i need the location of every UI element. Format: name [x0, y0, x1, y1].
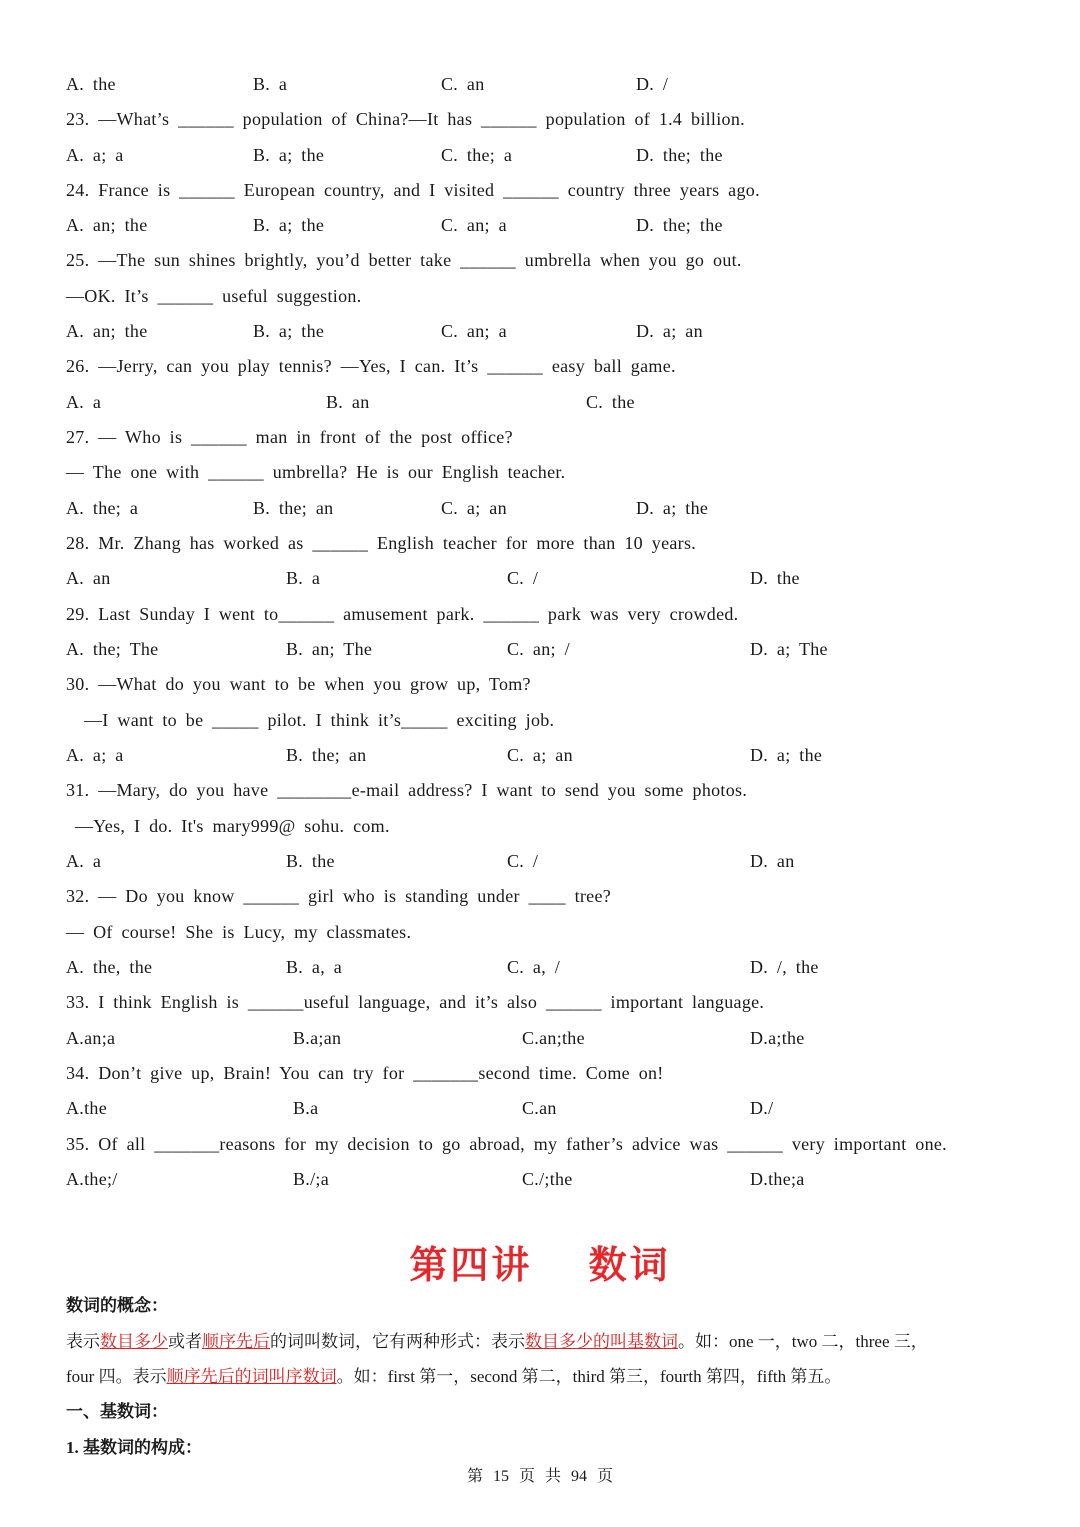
q26-option-a: A. a — [66, 392, 102, 412]
q29-question: 29. Last Sunday I went to______ amusement park. ______ park was very crowded. — [66, 604, 739, 624]
q31-question: 31. —Mary, do you have ________e-mail address? I want to send you some photos. — [66, 780, 748, 800]
p1-text-1: 表示 — [66, 1332, 100, 1351]
q31-question-line2: —Yes, I do. It's mary999@ sohu. com. — [75, 816, 390, 836]
q32-option-a: A. the, the — [66, 957, 153, 977]
q23-question: 23. —What’s ______ population of China?—It has ______ population of 1.4 billion. — [66, 109, 745, 129]
q29-option-b: B. an; The — [286, 639, 373, 659]
q28-question: 28. Mr. Zhang has worked as ______ English teacher for more than 10 years. — [66, 533, 697, 553]
q35-question: 35. Of all _______reasons for my decision to go abroad, my father’s advice was ______ very important one. — [66, 1134, 947, 1154]
q31-option-b: B. the — [286, 851, 335, 871]
q24-option-d: D. the; the — [636, 215, 723, 235]
q33-option-d: D.a;the — [750, 1028, 805, 1048]
q30-option-d: D. a; the — [750, 745, 823, 765]
q31-option-d: D. an — [750, 851, 795, 871]
q22-option-a: A. the — [66, 74, 116, 94]
q34-option-c: C.an — [522, 1098, 557, 1118]
q24-option-a: A. an; the — [66, 215, 148, 235]
q28-option-b: B. a — [286, 568, 321, 588]
q25-option-d: D. a; an — [636, 321, 703, 341]
p1-highlight-3: 数目多少的叫基数词 — [525, 1332, 678, 1351]
q23-option-c: C. the; a — [441, 145, 513, 165]
q28-option-d: D. the — [750, 568, 800, 588]
q30-question-line2: —I want to be _____ pilot. I think it’s_____ exciting job. — [84, 710, 555, 730]
q26-option-c: C. the — [586, 392, 635, 412]
page-footer: 第 15 页 共 94 页 — [466, 1468, 613, 1485]
q35-option-a: A.the;/ — [66, 1169, 118, 1189]
p1-highlight-2: 顺序先后 — [202, 1332, 270, 1351]
q25-option-c: C. an; a — [441, 321, 507, 341]
q23-option-d: D. the; the — [636, 145, 723, 165]
concept-heading: 数词的概念： — [66, 1296, 168, 1315]
p2-text-2: 。如：first 第一，second 第二，third 第三，fourth 第四，fifth 第五。 — [336, 1367, 842, 1386]
q30-question: 30. —What do you want to be when you grow up, Tom? — [66, 674, 531, 694]
q25-option-b: B. a; the — [253, 321, 325, 341]
p1-text-4: 。如：one 一，two 二，three 三， — [678, 1332, 928, 1351]
p1-text-2: 或者 — [168, 1332, 202, 1351]
q35-option-d: D.the;a — [750, 1169, 805, 1189]
q27-option-b: B. the; an — [253, 498, 334, 518]
q34-option-b: B.a — [293, 1098, 319, 1118]
q35-option-b: B./;a — [293, 1169, 329, 1189]
section-title-lecture: 第四讲 — [409, 1242, 533, 1287]
q25-question: 25. —The sun shines brightly, you’d better take ______ umbrella when you go out. — [66, 250, 742, 270]
q34-option-d: D./ — [750, 1098, 774, 1118]
q28-option-a: A. an — [66, 568, 111, 588]
q32-option-b: B. a, a — [286, 957, 343, 977]
q22-option-b: B. a — [253, 74, 288, 94]
q33-question: 33. I think English is ______useful language, and it’s also ______ important language. — [66, 992, 765, 1012]
q33-option-a: A.an;a — [66, 1028, 116, 1048]
q32-question: 32. — Do you know ______ girl who is standing under ____ tree? — [66, 886, 612, 906]
p2-text-1: four 四。表示 — [66, 1367, 167, 1386]
q33-option-c: C.an;the — [522, 1028, 585, 1048]
q26-option-b: B. an — [326, 392, 370, 412]
concept-paragraph-line1 — [66, 1331, 928, 1353]
q27-option-d: D. a; the — [636, 498, 709, 518]
q24-option-b: B. a; the — [253, 215, 325, 235]
p1-highlight-1: 数目多少 — [100, 1332, 168, 1351]
q25-question-line2: —OK. It’s ______ useful suggestion. — [66, 286, 362, 306]
q23-option-b: B. a; the — [253, 145, 325, 165]
q35-option-c: C./;the — [522, 1169, 573, 1189]
p2-highlight-1: 顺序先后的词叫序数词 — [166, 1367, 337, 1386]
q23-option-a: A. a; a — [66, 145, 124, 165]
concept-paragraph-line2 — [66, 1366, 841, 1388]
q29-option-d: D. a; The — [750, 639, 828, 659]
q31-option-a: A. a — [66, 851, 102, 871]
q26-question: 26. —Jerry, can you play tennis? —Yes, I can. It’s ______ easy ball game. — [66, 356, 676, 376]
subheading-cardinal-formation: 1. 基数词的构成： — [66, 1438, 202, 1457]
q24-option-c: C. an; a — [441, 215, 507, 235]
section-title — [0, 1234, 1080, 1289]
q34-question: 34. Don’t give up, Brain! You can try for _______second time. Come on! — [66, 1063, 664, 1083]
q27-option-a: A. the; a — [66, 498, 139, 518]
q22-option-d: D. / — [636, 74, 669, 94]
q27-option-c: C. a; an — [441, 498, 507, 518]
section-title-topic: 数词 — [588, 1242, 671, 1287]
q32-question-line2: — Of course! She is Lucy, my classmates. — [66, 922, 412, 942]
q24-question: 24. France is ______ European country, and I visited ______ country three years ago. — [66, 180, 760, 200]
q28-option-c: C. / — [507, 568, 539, 588]
q30-option-b: B. the; an — [286, 745, 367, 765]
q30-option-a: A. a; a — [66, 745, 124, 765]
q29-option-c: C. an; / — [507, 639, 570, 659]
q29-option-a: A. the; The — [66, 639, 159, 659]
q31-option-c: C. / — [507, 851, 539, 871]
q34-option-a: A.the — [66, 1098, 107, 1118]
q27-question-line2: — The one with ______ umbrella? He is our English teacher. — [66, 462, 566, 482]
q30-option-c: C. a; an — [507, 745, 573, 765]
q32-option-d: D. /, the — [750, 957, 819, 977]
q27-question: 27. — Who is ______ man in front of the post office? — [66, 427, 513, 447]
q33-option-b: B.a;an — [293, 1028, 342, 1048]
q22-option-c: C. an — [441, 74, 485, 94]
subheading-cardinal: 一、基数词： — [66, 1402, 168, 1421]
q25-option-a: A. an; the — [66, 321, 148, 341]
p1-text-3: 的词叫数词，它有两种形式：表示 — [270, 1332, 525, 1351]
q32-option-c: C. a, / — [507, 957, 561, 977]
